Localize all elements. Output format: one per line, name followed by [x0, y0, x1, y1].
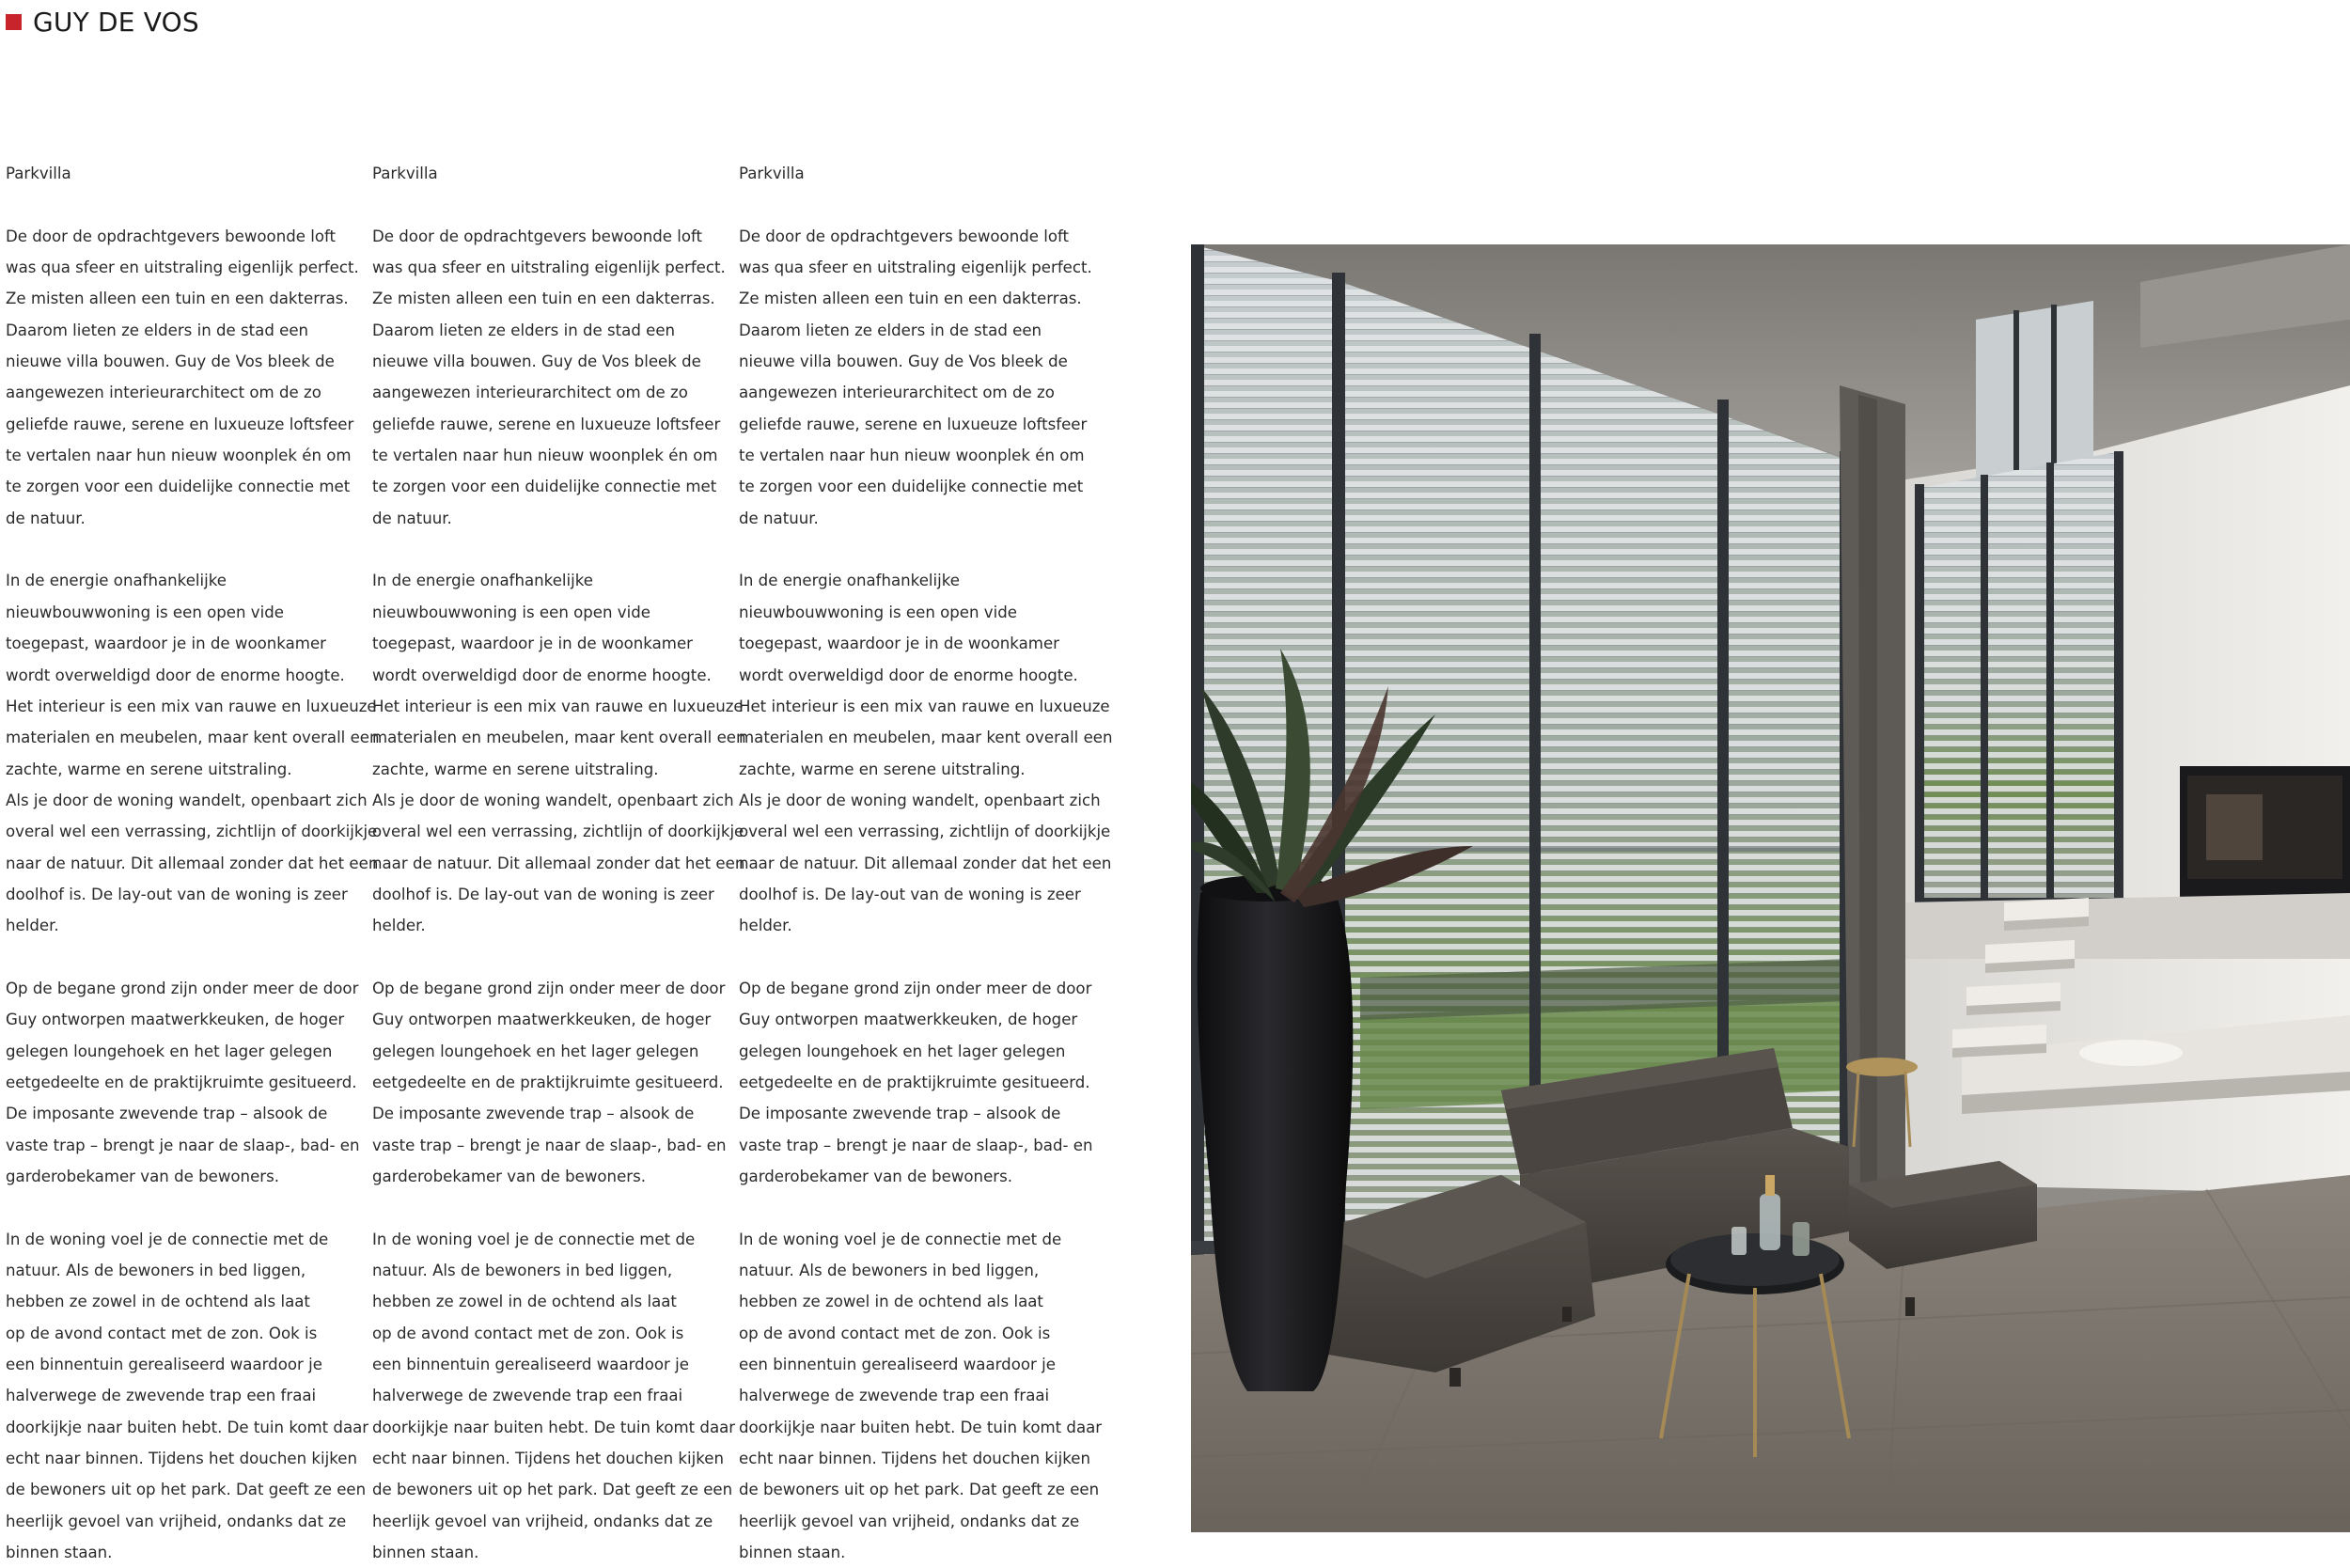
- text-line: te zorgen voor een duidelijke connectie met: [6, 478, 351, 496]
- text-line: garderobekamer van de bewoners.: [739, 1168, 1013, 1185]
- paragraph: [6, 221, 359, 534]
- text-line: de bewoners uit op het park. Dat geeft ze een: [372, 1481, 733, 1499]
- text-line: een binnentuin gerealiseerd waardoor je: [6, 1356, 322, 1374]
- text-line: heerlijk gevoel van vrijheid, ondanks dat ze: [372, 1512, 713, 1530]
- text-line: geliefde rauwe, serene en luxueuze loftsfeer: [372, 415, 721, 433]
- text-line: halverwege de zwevende trap een fraai: [372, 1387, 683, 1405]
- paragraph: [372, 565, 746, 941]
- text-line: Op de begane grond zijn onder meer de door: [6, 979, 359, 997]
- text-line: te vertalen naar hun nieuw woonplek én om: [739, 447, 1085, 465]
- paragraph: [372, 973, 727, 1192]
- text-line: materialen en meubelen, maar kent overall een: [6, 729, 380, 747]
- text-line: te vertalen naar hun nieuw woonplek én om: [372, 447, 718, 465]
- text-line: te zorgen voor een duidelijke connectie met: [372, 478, 717, 496]
- text-line: materialen en meubelen, maar kent overall een: [739, 729, 1113, 747]
- text-line: toegepast, waardoor je in de woonkamer: [372, 635, 693, 653]
- text-line: te zorgen voor een duidelijke connectie met: [739, 478, 1084, 496]
- text-line: gelegen loungehoek en het lager gelegen: [739, 1042, 1066, 1060]
- text-line: overal wel een verrassing, zichtlijn of doorkijkje: [739, 823, 1111, 841]
- text-line: was qua sfeer en uitstraling eigenlijk perfect.: [372, 259, 726, 277]
- text-line: op de avond contact met de zon. Ook is: [6, 1324, 318, 1342]
- brand-name: GUY DE VOS: [33, 6, 199, 38]
- text-line: Ze misten alleen een tuin en een dakterras.: [372, 290, 715, 308]
- text-line: In de woning voel je de connectie met de: [6, 1230, 329, 1248]
- paragraph: [6, 565, 380, 941]
- paragraph: [739, 973, 1093, 1192]
- paragraph: [6, 1224, 369, 1568]
- text-line: overal wel een verrassing, zichtlijn of doorkijkje: [372, 823, 744, 841]
- text-line: doorkijkje naar buiten hebt. De tuin komt daar: [739, 1418, 1103, 1436]
- text-line: de natuur.: [739, 509, 819, 527]
- column-title: Parkvilla: [6, 165, 71, 182]
- text-line: halverwege de zwevende trap een fraai: [6, 1387, 317, 1405]
- text-line: Op de begane grond zijn onder meer de door: [739, 979, 1092, 997]
- text-line: In de woning voel je de connectie met de: [372, 1230, 696, 1248]
- text-line: geliefde rauwe, serene en luxueuze loftsfeer: [739, 415, 1088, 433]
- text-line: helder.: [6, 917, 59, 935]
- text-line: natuur. Als de bewoners in bed liggen,: [6, 1262, 306, 1280]
- text-line: Als je door de woning wandelt, openbaart zich: [739, 791, 1101, 809]
- text-line: helder.: [372, 917, 426, 935]
- text-line: binnen staan.: [372, 1544, 479, 1562]
- text-line: vaste trap – brengt je naar de slaap-, bad- en: [372, 1136, 727, 1154]
- paragraph: [6, 973, 360, 1192]
- text-line: doorkijkje naar buiten hebt. De tuin komt daar: [6, 1418, 369, 1436]
- text-line: De imposante zwevende trap – alsook de: [6, 1105, 328, 1123]
- text-line: was qua sfeer en uitstraling eigenlijk perfect.: [6, 259, 359, 277]
- text-line: aangewezen interieurarchitect om de zo: [739, 384, 1055, 402]
- text-line: te vertalen naar hun nieuw woonplek én om: [6, 447, 352, 465]
- text-line: aangewezen interieurarchitect om de zo: [372, 384, 688, 402]
- text-line: Daarom lieten ze elders in de stad een: [739, 321, 1042, 339]
- text-line: binnen staan.: [6, 1544, 113, 1562]
- paragraph: [739, 221, 1092, 534]
- text-line: materialen en meubelen, maar kent overall een: [372, 729, 746, 747]
- text-line: doolhof is. De lay-out van de woning is zeer: [739, 885, 1081, 903]
- brand-accent-square: [6, 14, 22, 30]
- paragraph: [372, 1224, 736, 1568]
- paragraph: [739, 1224, 1103, 1568]
- text-line: natuur. Als de bewoners in bed liggen,: [372, 1262, 673, 1280]
- text-line: Guy ontworpen maatwerkkeuken, de hoger: [739, 1011, 1078, 1029]
- text-line: garderobekamer van de bewoners.: [372, 1168, 647, 1185]
- text-line: In de woning voel je de connectie met de: [739, 1230, 1062, 1248]
- text-line: Op de begane grond zijn onder meer de door: [372, 979, 726, 997]
- text-line: eetgedeelte en de praktijkruimte gesitueerd.: [739, 1073, 1090, 1091]
- text-line: doolhof is. De lay-out van de woning is zeer: [372, 885, 714, 903]
- text-line: vaste trap – brengt je naar de slaap-, bad- en: [6, 1136, 360, 1154]
- text-line: eetgedeelte en de praktijkruimte gesitueerd.: [6, 1073, 357, 1091]
- text-line: de bewoners uit op het park. Dat geeft ze een: [739, 1481, 1100, 1499]
- text-line: hebben ze zowel in de ochtend als laat: [6, 1293, 310, 1311]
- text-line: een binnentuin gerealiseerd waardoor je: [739, 1356, 1056, 1374]
- text-line: echt naar binnen. Tijdens het douchen kijken: [372, 1450, 724, 1468]
- text-line: halverwege de zwevende trap een fraai: [739, 1387, 1050, 1405]
- text-line: Daarom lieten ze elders in de stad een: [6, 321, 309, 339]
- text-line: toegepast, waardoor je in de woonkamer: [6, 635, 326, 653]
- text-line: doorkijkje naar buiten hebt. De tuin komt daar: [372, 1418, 736, 1436]
- text-line: echt naar binnen. Tijdens het douchen kijken: [739, 1450, 1090, 1468]
- text-line: De door de opdrachtgevers bewoonde loft: [372, 227, 703, 245]
- text-line: Als je door de woning wandelt, openbaart zich: [372, 791, 734, 809]
- paragraph: [739, 565, 1113, 941]
- text-line: eetgedeelte en de praktijkruimte gesitueerd.: [372, 1073, 724, 1091]
- text-line: garderobekamer van de bewoners.: [6, 1168, 280, 1185]
- text-line: Guy ontworpen maatwerkkeuken, de hoger: [6, 1011, 345, 1029]
- text-line: binnen staan.: [739, 1544, 846, 1562]
- text-line: In de energie onafhankelijke: [6, 572, 227, 590]
- text-line: naar de natuur. Dit allemaal zonder dat het een: [372, 854, 745, 872]
- text-line: nieuwbouwwoning is een open vide: [372, 603, 650, 621]
- text-line: heerlijk gevoel van vrijheid, ondanks dat ze: [739, 1512, 1080, 1530]
- text-line: helder.: [739, 917, 792, 935]
- text-line: naar de natuur. Dit allemaal zonder dat het een: [739, 854, 1112, 872]
- paragraph: [372, 221, 726, 534]
- text-line: toegepast, waardoor je in de woonkamer: [739, 635, 1059, 653]
- text-line: Als je door de woning wandelt, openbaart zich: [6, 791, 368, 809]
- text-column-1: [6, 158, 380, 1568]
- text-line: wordt overweldigd door de enorme hoogte.: [739, 666, 1078, 684]
- text-line: Daarom lieten ze elders in de stad een: [372, 321, 676, 339]
- text-line: de natuur.: [372, 509, 452, 527]
- text-line: De door de opdrachtgevers bewoonde loft: [739, 227, 1070, 245]
- text-line: Het interieur is een mix van rauwe en luxueuze: [372, 697, 744, 715]
- text-line: hebben ze zowel in de ochtend als laat: [372, 1293, 677, 1311]
- text-line: gelegen loungehoek en het lager gelegen: [372, 1042, 699, 1060]
- text-line: op de avond contact met de zon. Ook is: [372, 1324, 684, 1342]
- text-line: overal wel een verrassing, zichtlijn of doorkijkje: [6, 823, 378, 841]
- text-line: wordt overweldigd door de enorme hoogte.: [6, 666, 345, 684]
- text-line: Guy ontworpen maatwerkkeuken, de hoger: [372, 1011, 712, 1029]
- text-line: De imposante zwevende trap – alsook de: [739, 1105, 1061, 1123]
- text-line: vaste trap – brengt je naar de slaap-, bad- en: [739, 1136, 1093, 1154]
- living-room-interior-photo: [1191, 244, 2350, 1532]
- text-line: op de avond contact met de zon. Ook is: [739, 1324, 1051, 1342]
- text-line: natuur. Als de bewoners in bed liggen,: [739, 1262, 1040, 1280]
- text-line: De imposante zwevende trap – alsook de: [372, 1105, 695, 1123]
- text-line: naar de natuur. Dit allemaal zonder dat het een: [6, 854, 379, 872]
- page-header: [6, 4, 199, 39]
- text-line: een binnentuin gerealiseerd waardoor je: [372, 1356, 689, 1374]
- text-line: In de energie onafhankelijke: [372, 572, 593, 590]
- text-line: Het interieur is een mix van rauwe en luxueuze: [739, 697, 1110, 715]
- text-line: zachte, warme en serene uitstraling.: [372, 760, 659, 778]
- text-line: hebben ze zowel in de ochtend als laat: [739, 1293, 1043, 1311]
- text-line: gelegen loungehoek en het lager gelegen: [6, 1042, 333, 1060]
- text-line: De door de opdrachtgevers bewoonde loft: [6, 227, 337, 245]
- text-column-3: [739, 158, 1113, 1568]
- text-line: zachte, warme en serene uitstraling.: [6, 760, 292, 778]
- text-line: de bewoners uit op het park. Dat geeft ze een: [6, 1481, 367, 1499]
- text-line: nieuwe villa bouwen. Guy de Vos bleek de: [372, 353, 701, 371]
- text-line: was qua sfeer en uitstraling eigenlijk perfect.: [739, 259, 1092, 277]
- text-line: heerlijk gevoel van vrijheid, ondanks dat ze: [6, 1512, 347, 1530]
- text-line: Het interieur is een mix van rauwe en luxueuze: [6, 697, 377, 715]
- text-line: nieuwbouwwoning is een open vide: [739, 603, 1017, 621]
- text-column-2: [372, 158, 746, 1568]
- column-title: Parkvilla: [739, 165, 805, 182]
- text-line: nieuwe villa bouwen. Guy de Vos bleek de: [739, 353, 1068, 371]
- text-line: doolhof is. De lay-out van de woning is zeer: [6, 885, 348, 903]
- text-line: In de energie onafhankelijke: [739, 572, 960, 590]
- text-line: echt naar binnen. Tijdens het douchen kijken: [6, 1450, 357, 1468]
- text-line: Ze misten alleen een tuin en een dakterras.: [6, 290, 349, 308]
- text-line: geliefde rauwe, serene en luxueuze loftsfeer: [6, 415, 354, 433]
- text-line: wordt overweldigd door de enorme hoogte.: [372, 666, 712, 684]
- column-title: Parkvilla: [372, 165, 438, 182]
- text-line: zachte, warme en serene uitstraling.: [739, 760, 1026, 778]
- text-line: aangewezen interieurarchitect om de zo: [6, 384, 321, 402]
- text-line: nieuwe villa bouwen. Guy de Vos bleek de: [6, 353, 335, 371]
- interior-illustration: [1191, 244, 2350, 1532]
- text-line: nieuwbouwwoning is een open vide: [6, 603, 284, 621]
- text-line: Ze misten alleen een tuin en een dakterras.: [739, 290, 1082, 308]
- text-line: de natuur.: [6, 509, 86, 527]
